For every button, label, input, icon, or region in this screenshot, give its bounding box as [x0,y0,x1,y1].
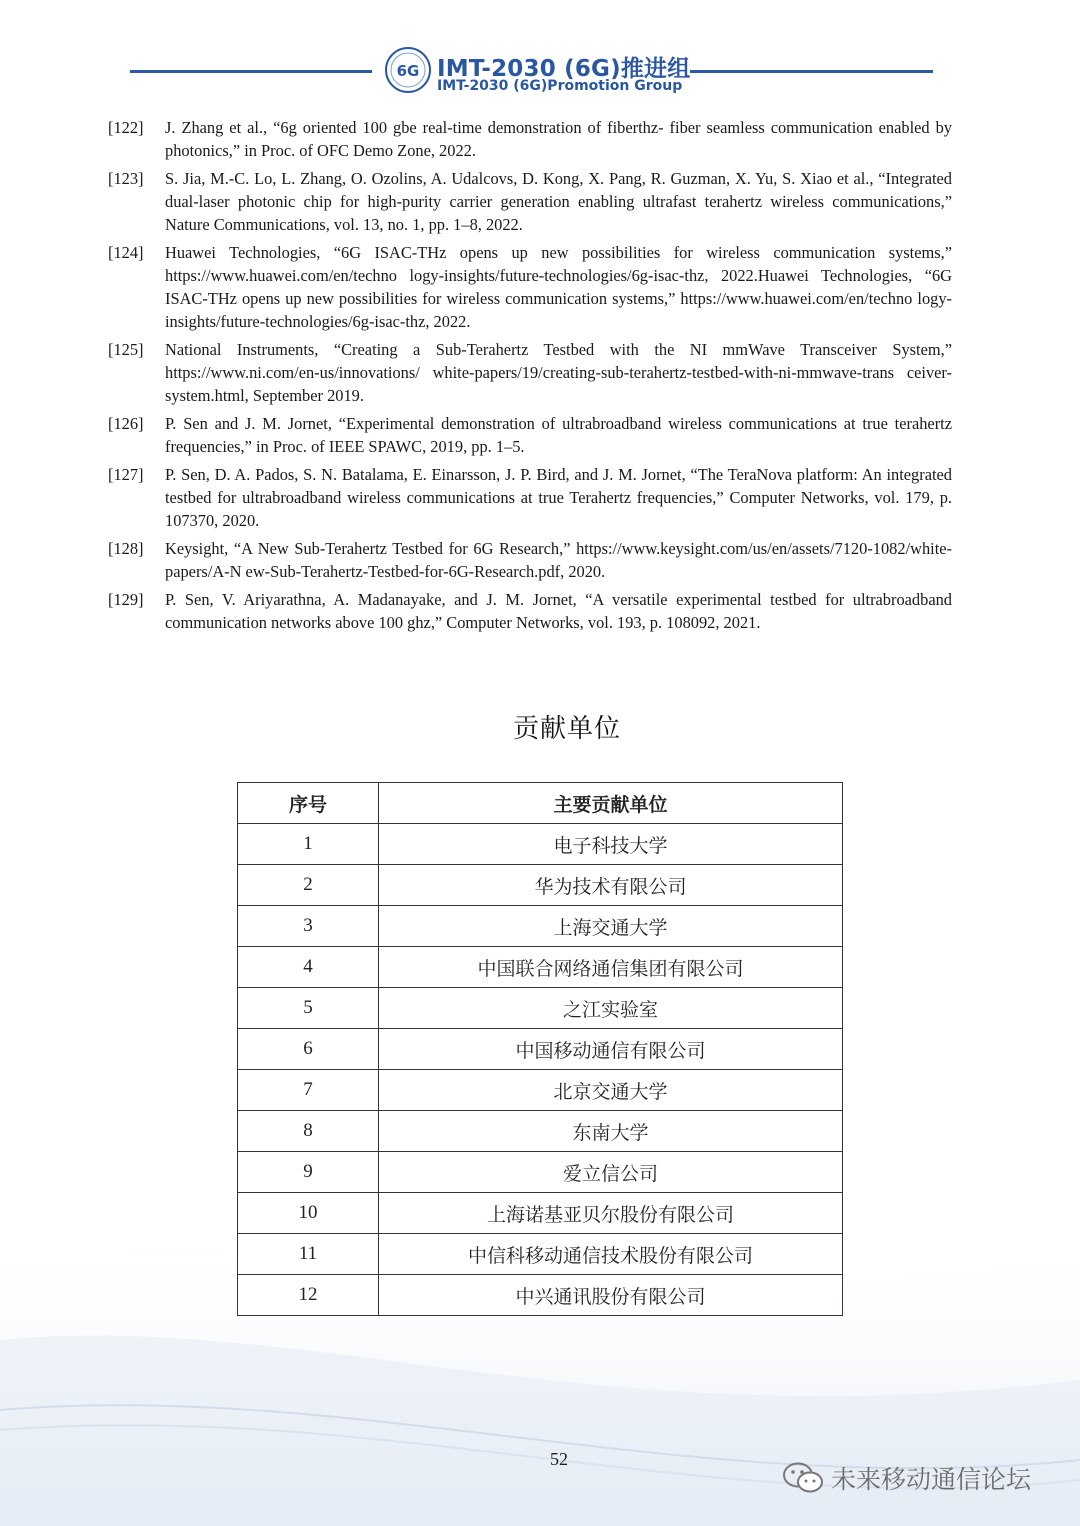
table-row [238,865,843,906]
reference-text: P. Sen, D. A. Pados, S. N. Batalama, E. Einarsson, J. P. Bird, and J. M. Jornet, “The TeraNova platform: An integrated testbed for ultrabroadband wireless communications at true Terahertz frequencies,” Computer Networks, vol. 179, p. 107370, 2020. [165,465,952,530]
reference-text: S. Jia, M.-C. Lo, L. Zhang, O. Ozolins, A. Udalcovs, D. Kong, X. Pang, R. Guzman, X. Yu, S. Xiao et al., “Integrated dual-laser photonic chip for high-purity carrier generation enabling ultrafast terahertz wireless communications,” Nature Communications, vol. 13, no. 1, pp. 1–8, 2022. [165,169,952,234]
row-index: 3 [238,906,379,947]
row-index: 8 [238,1111,379,1152]
reference-number: [123] [108,169,144,188]
watermark-text: 未来移动通信论坛 [831,1465,1032,1494]
table-row [238,824,843,865]
reference-text: P. Sen and J. M. Jornet, “Experimental demonstration of ultrabroadband wireless communications at true terahertz frequencies,” in Proc. of IEEE SPAWC, 2019, pp. 1–5. [165,414,952,456]
column-header-organization: 主要贡献单位 [379,783,843,824]
reference-number: [126] [108,414,144,433]
row-organization: 中信科移动通信技术股份有限公司 [379,1234,843,1275]
reference-number: [129] [108,590,144,609]
reference-item [108,338,952,407]
table-row [238,1275,843,1316]
table-row [238,1234,843,1275]
row-organization: 中兴通讯股份有限公司 [379,1275,843,1316]
row-organization: 中国联合网络通信集团有限公司 [379,947,843,988]
row-index: 10 [238,1193,379,1234]
table-row [238,988,843,1029]
reference-text: National Instruments, “Creating a Sub-Terahertz Testbed with the NI mmWave Transceiver System,” https://www.ni.com/en-us/innovations/ white-papers/19/creating-sub-terahertz-testbed-with-ni-mmwave-trans ceiver-system.html, September 2019. [165,340,952,405]
reference-text: Keysight, “A New Sub-Terahertz Testbed for 6G Research,” https://www.keysight.com/us/en/assets/7120-1082/white-papers/A-N ew-Sub-Terahertz-Testbed-for-6G-Research.pdf, 2020. [165,539,952,581]
row-index: 7 [238,1070,379,1111]
header-title: IMT-2030 (6G)推进组 [437,56,691,82]
page-number: 52 [550,1449,568,1469]
reference-number: [125] [108,340,144,359]
row-index: 4 [238,947,379,988]
row-index: 6 [238,1029,379,1070]
reference-number: [127] [108,465,144,484]
reference-item [108,116,952,162]
table-header-row [238,783,843,824]
table-row [238,906,843,947]
row-organization: 东南大学 [379,1111,843,1152]
row-organization: 上海交通大学 [379,906,843,947]
row-organization: 之江实验室 [379,988,843,1029]
table-row [238,947,843,988]
header-rule-left [130,70,372,73]
header-subtitle: IMT-2030 (6G)Promotion Group [437,78,683,94]
row-index: 1 [238,824,379,865]
table-row [238,1152,843,1193]
table-row [238,1070,843,1111]
watermark [781,1458,1031,1498]
header-rule-right [690,70,933,73]
wechat-icon [781,1460,825,1496]
page-header [0,40,1080,110]
section-title: 贡献单位 [512,714,621,744]
reference-text: P. Sen, V. Ariyarathna, A. Madanayake, and J. M. Jornet, “A versatile experimental testbed for ultrabroadband communication networks above 100 ghz,” Computer Networks, vol. 193, p. 108092, 2021. [165,590,952,632]
reference-text: Huawei Technologies, “6G ISAC-THz opens up new possibilities for wireless communication systems,” https://www.huawei.com/en/techno logy-insights/future-technologies/6g-isac-thz, 2022.Huawei Technologies, “6G ISAC-THz opens up new possibilities for wireless communication systems,” https://www.huawei.com/en/techno logy-insights/future-technologies/6g-isac-thz, 2022. [165,243,952,331]
contributors-table [237,782,843,1316]
reference-item [108,241,952,333]
logo-text: 6G [396,62,420,80]
reference-text: J. Zhang et al., “6g oriented 100 gbe real-time demonstration of fiberthz- fiber seamless communication enabled by photonics,” in Proc. of OFC Demo Zone, 2022. [165,118,952,160]
row-index: 12 [238,1275,379,1316]
reference-item [108,463,952,532]
row-organization: 中国移动通信有限公司 [379,1029,843,1070]
reference-list [108,116,952,639]
row-index: 11 [238,1234,379,1275]
reference-number: [128] [108,539,144,558]
imt2030-logo-icon [384,46,432,94]
table-row [238,1111,843,1152]
reference-number: [124] [108,243,144,262]
row-index: 2 [238,865,379,906]
table-row [238,1029,843,1070]
row-organization: 北京交通大学 [379,1070,843,1111]
row-index: 5 [238,988,379,1029]
reference-item [108,167,952,236]
row-organization: 上海诺基亚贝尔股份有限公司 [379,1193,843,1234]
row-organization: 爱立信公司 [379,1152,843,1193]
row-organization: 华为技术有限公司 [379,865,843,906]
column-header-index: 序号 [238,783,379,824]
reference-item [108,537,952,583]
reference-number: [122] [108,118,144,137]
reference-item [108,588,952,634]
reference-item [108,412,952,458]
row-organization: 电子科技大学 [379,824,843,865]
table-row [238,1193,843,1234]
row-index: 9 [238,1152,379,1193]
